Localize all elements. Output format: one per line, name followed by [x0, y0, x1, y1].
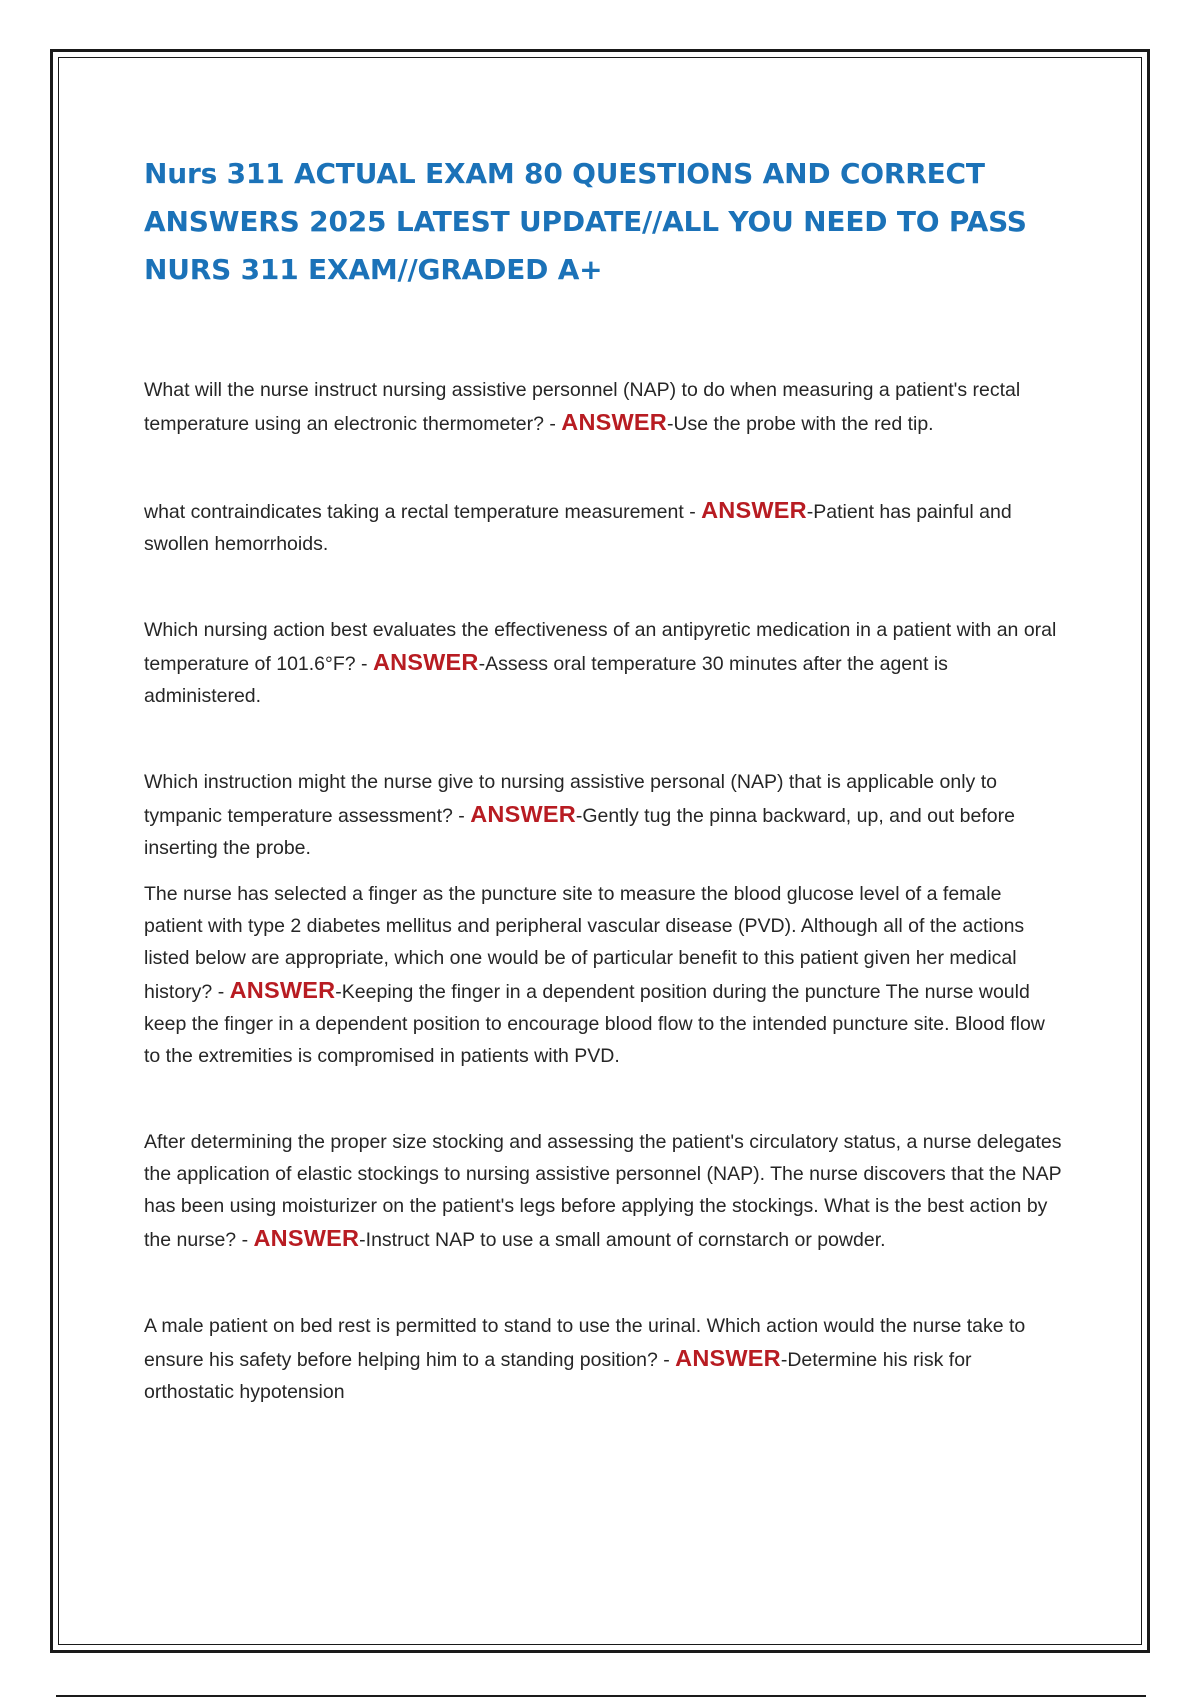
answer-text: -Patient has painful and swollen hemorrhoids.: [144, 501, 1012, 555]
next-page-top-edge: [56, 1695, 1146, 1697]
answer-label: ANSWER: [229, 977, 336, 1003]
separator: -: [236, 1229, 254, 1251]
qa-list: [144, 374, 1064, 1408]
answer-label: ANSWER: [701, 497, 807, 523]
answer-text: -Keeping the finger in a dependent position during the puncture The nurse would keep the finger in a dependent position to encourage blood flow to the intended puncture site. Blood flow to the extremities is compromised in patients with PVD.: [144, 981, 1045, 1067]
separator: -: [683, 501, 702, 523]
answer-label: ANSWER: [675, 1345, 781, 1371]
qa-item-3: [144, 614, 1064, 712]
answer-label: ANSWER: [372, 649, 479, 675]
question-text: The nurse has selected a finger as the puncture site to measure the blood glucose level of a female patient with type 2 diabetes mellitus and peripheral vascular disease (PVD). Although all of the actions listed below are appropriate, which one would be of particular benefit to this patient given her medical history?: [144, 883, 1025, 1003]
answer-text: -Gently tug the pinna backward, up, and out before inserting the probe.: [144, 805, 1015, 859]
answer-text: -Determine his risk for orthostatic hypotension: [144, 1349, 972, 1403]
question-text: Which nursing action best evaluates the effectiveness of an antipyretic medication in a patient with an oral temperature of 101.6°F?: [144, 619, 1057, 675]
qa-item-6: [144, 1126, 1064, 1256]
separator: -: [452, 805, 471, 827]
answer-text: -Assess oral temperature 30 minutes after the agent is administered.: [144, 653, 948, 707]
answer-text: -Instruct NAP to use a small amount of cornstarch or powder.: [359, 1229, 886, 1251]
question-text: After determining the proper size stocking and assessing the patient's circulatory status, a nurse delegates the application of elastic stockings to nursing assistive personnel (NAP). The nurse discovers that the NAP has been using moisturizer on the patient's legs before applying the stockings. What is the best action by the nurse?: [144, 1131, 1062, 1251]
qa-item-7: [144, 1310, 1064, 1408]
answer-label: ANSWER: [470, 801, 576, 827]
question-text: What will the nurse instruct nursing assistive personnel (NAP) to do when measuring a patient's rectal temperature using an electronic thermometer?: [144, 379, 1021, 435]
qa-item-4: [144, 766, 1064, 864]
separator: -: [355, 653, 373, 675]
question-text: A male patient on bed rest is permitted to stand to use the urinal. Which action would the nurse take to ensure his safety before helping him to a standing position?: [144, 1315, 1026, 1371]
separator: -: [543, 413, 562, 435]
separator: -: [212, 981, 230, 1003]
answer-label: ANSWER: [253, 1225, 360, 1251]
qa-item-2: [144, 494, 1064, 560]
document-title: Nurs 311 ACTUAL EXAM 80 QUESTIONS AND CORRECT ANSWERS 2025 LATEST UPDATE//ALL YOU NEED TO PASS NURS 311 EXAM//GRADED A+: [144, 157, 1027, 286]
answer-label: ANSWER: [561, 409, 667, 435]
separator: -: [657, 1349, 676, 1371]
answer-text: -Use the probe with the red tip.: [666, 413, 934, 435]
qa-item-5: [144, 878, 1064, 1072]
qa-item-1: [144, 374, 1064, 440]
question-text: what contraindicates taking a rectal temperature measurement: [144, 501, 684, 523]
question-text: Which instruction might the nurse give to nursing assistive personal (NAP) that is applicable only to tympanic temperature assessment?: [144, 771, 997, 827]
document-body: [144, 150, 1064, 1408]
